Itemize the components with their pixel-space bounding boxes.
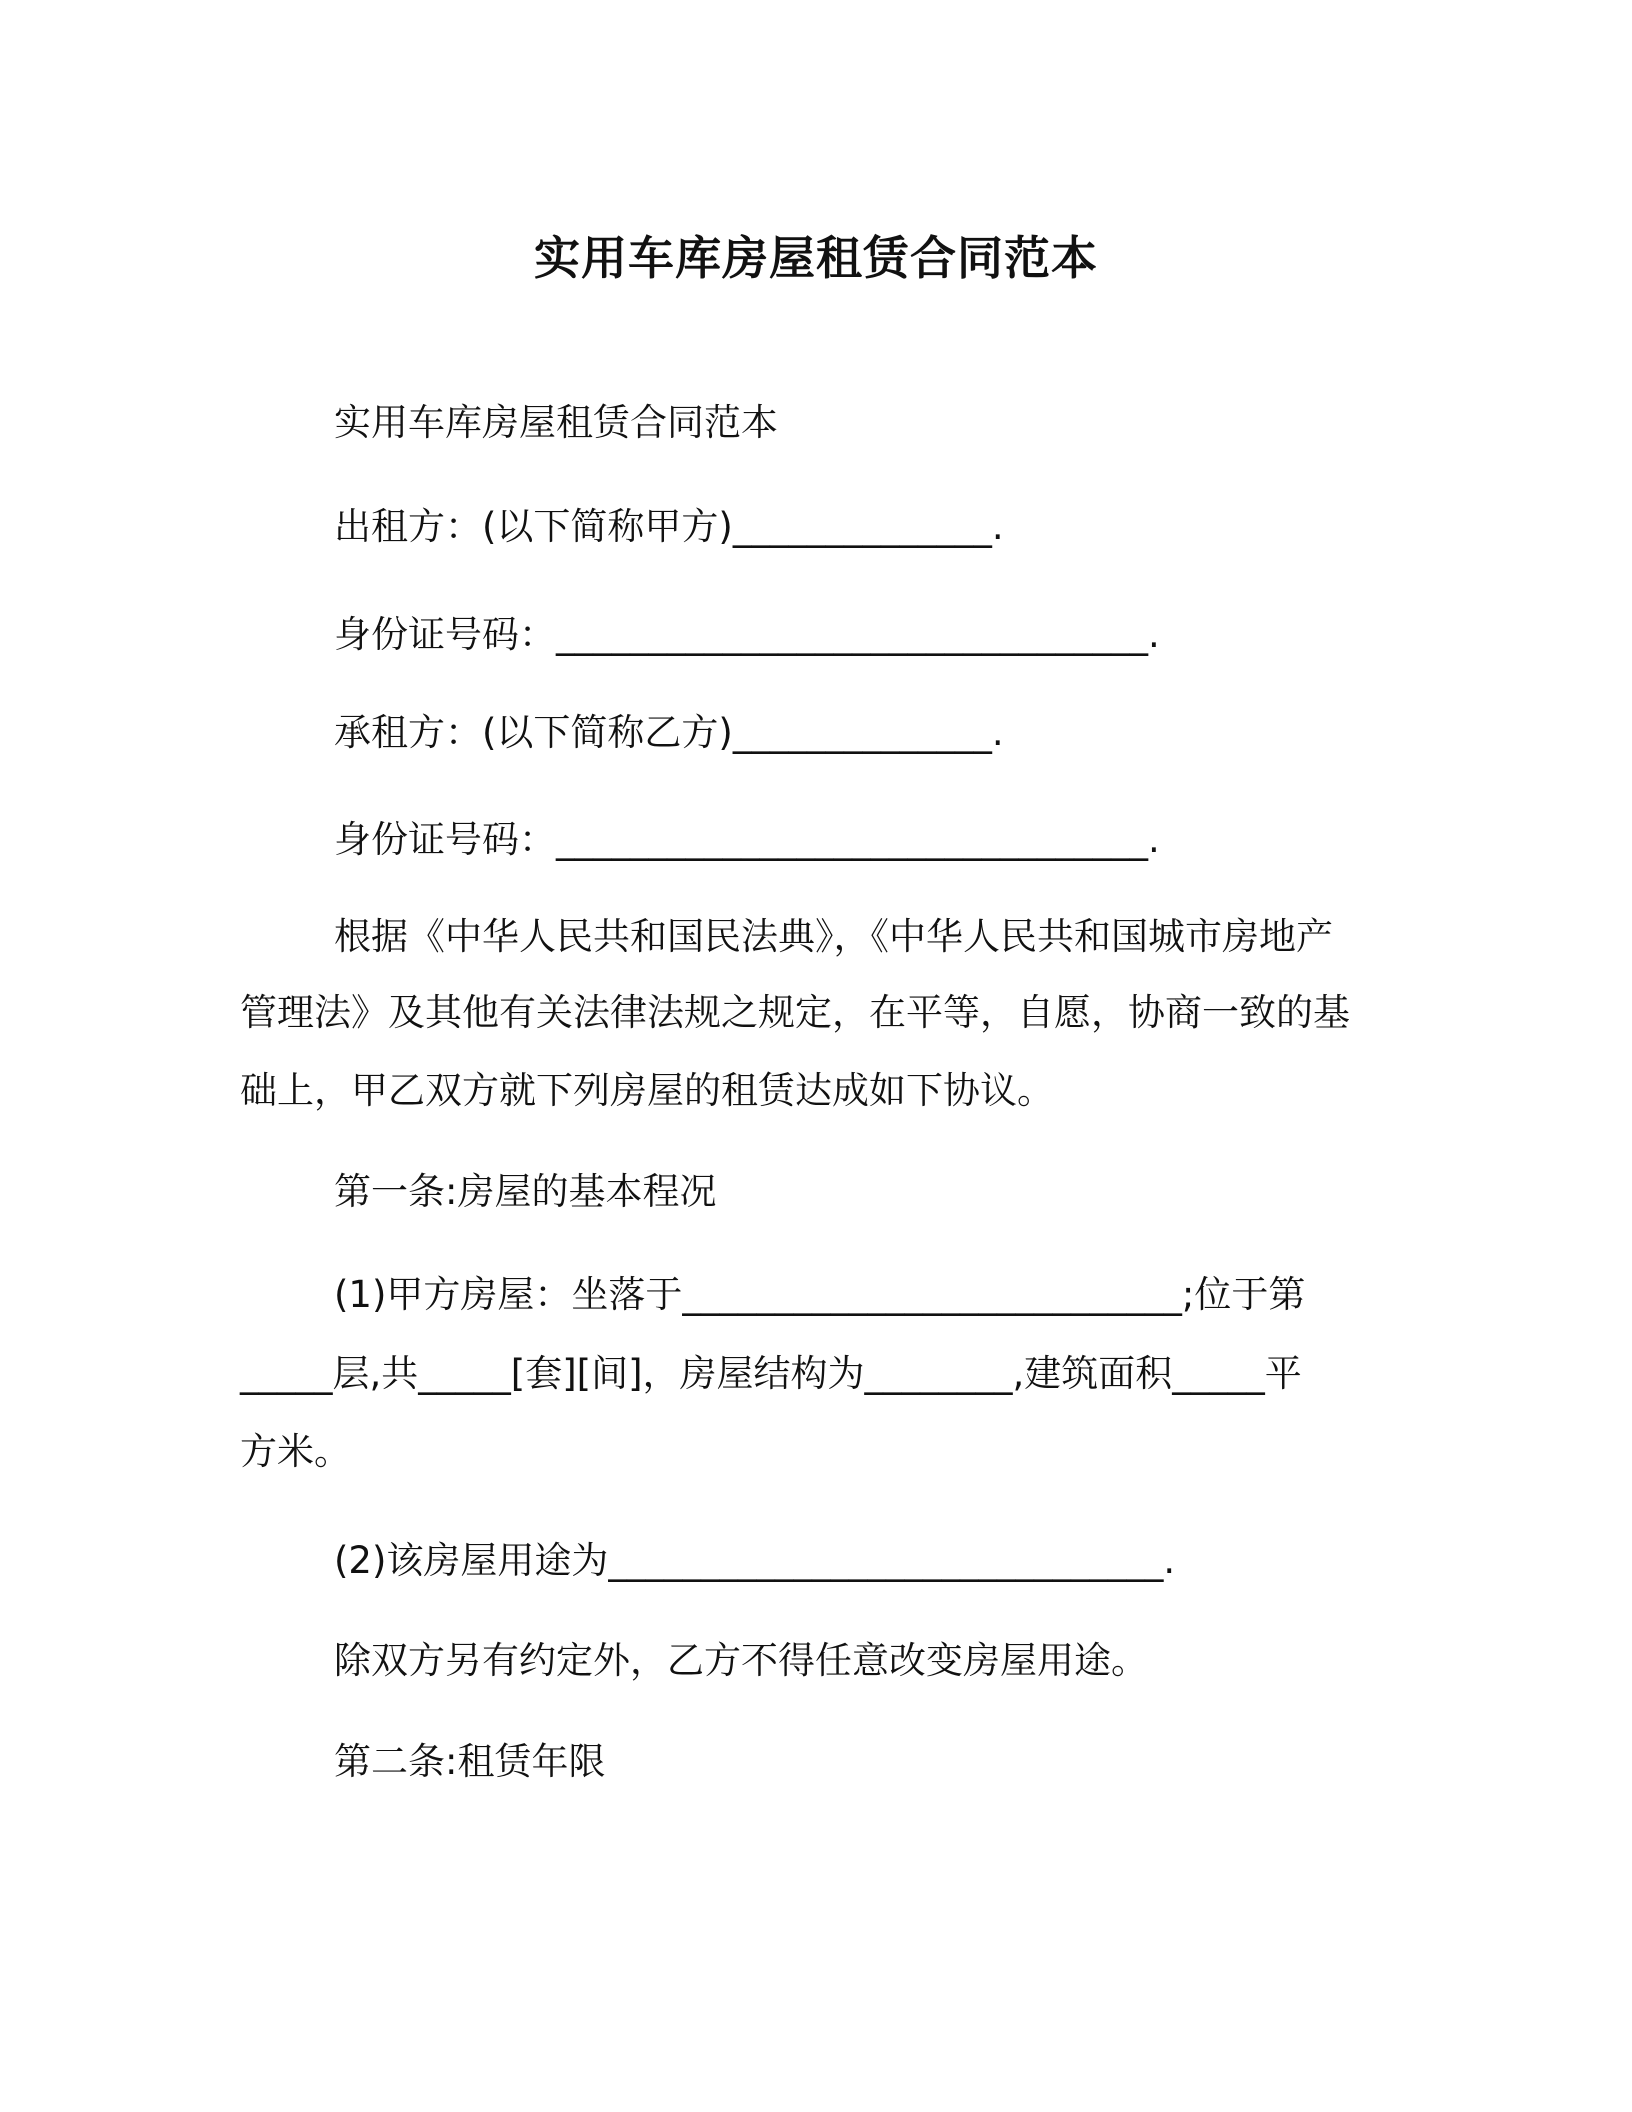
document-title: 实用车库房屋租赁合同范本: [534, 231, 1098, 285]
article1-heading: 第一条:房屋的基本程况: [334, 1170, 717, 1213]
lessee-id-line: 身份证号码：________________________________.: [334, 818, 1160, 861]
lessee-line: 承租方：(以下简称乙方)______________.: [334, 711, 1004, 754]
document-subtitle: 实用车库房屋租赁合同范本: [334, 401, 778, 444]
lessor-line: 出租方：(以下简称甲方)______________.: [334, 505, 1004, 548]
article1-note: 除双方另有约定外，乙方不得任意改变房屋用途。: [334, 1639, 1148, 1682]
lessor-id-line: 身份证号码：________________________________.: [334, 613, 1160, 656]
basis-paragraph-line-1: 根据《中华人民共和国民法典》，《中华人民共和国城市房地产: [334, 915, 1333, 958]
article1-item1-line-1: (1)甲方房屋：坐落于___________________________;位于第: [334, 1273, 1306, 1316]
article1-item2: (2)该房屋用途为______________________________.: [334, 1539, 1176, 1582]
article1-item1-line-2: _____层,共_____[套][间]，房屋结构为________,建筑面积_____平: [240, 1352, 1302, 1395]
basis-paragraph-line-3: 础上，甲乙双方就下列房屋的租赁达成如下协议。: [240, 1069, 1054, 1112]
article2-heading: 第二条:租赁年限: [334, 1740, 606, 1783]
basis-paragraph-line-2: 管理法》及其他有关法律法规之规定，在平等，自愿，协商一致的基: [240, 991, 1350, 1034]
article1-item1-line-3: 方米。: [240, 1430, 351, 1473]
